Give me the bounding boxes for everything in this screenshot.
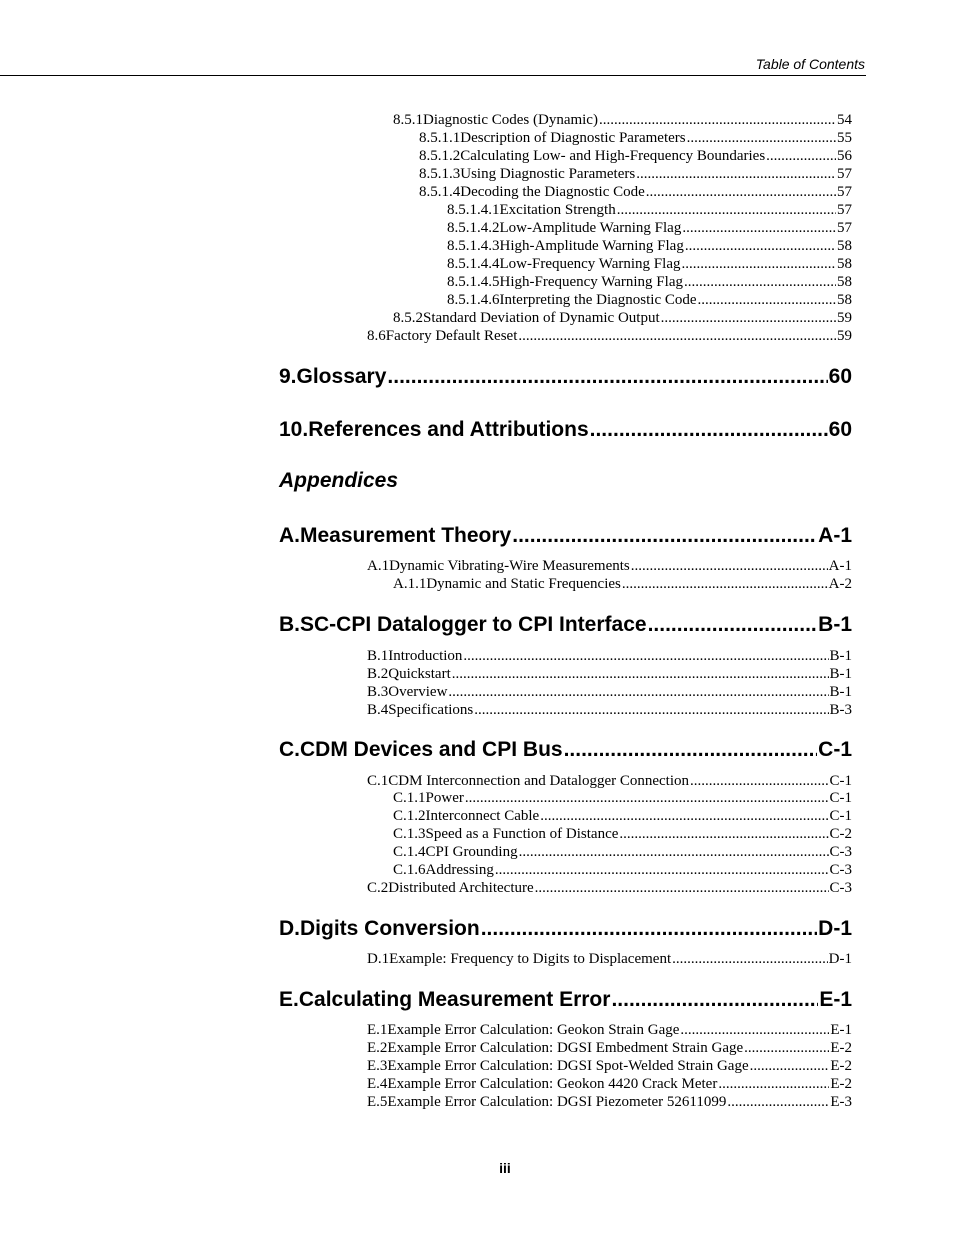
leader-dots	[512, 523, 817, 549]
toc-number: 8.6	[367, 328, 386, 344]
toc-page: 57	[837, 166, 852, 182]
toc-entry[interactable]	[447, 201, 852, 219]
toc-entry[interactable]	[367, 1057, 852, 1075]
toc-entry[interactable]	[393, 807, 852, 825]
leader-dots	[687, 129, 836, 147]
toc-number: 8.5.1.4.1	[447, 202, 500, 218]
toc-number: 8.5.1.2	[419, 148, 461, 164]
page-number: iii	[499, 1160, 511, 1176]
toc-title: SC-CPI Datalogger to CPI Interface	[300, 613, 647, 636]
toc-page: 57	[837, 202, 852, 218]
leader-dots	[387, 364, 827, 390]
toc-entry[interactable]	[367, 1093, 852, 1111]
toc-number: B.1	[367, 648, 389, 664]
toc-page: C-1	[818, 738, 852, 761]
toc-title: Factory Default Reset	[385, 328, 518, 344]
toc-title: Calculating Measurement Error	[298, 988, 611, 1011]
leader-dots	[619, 825, 828, 843]
toc-entry[interactable]	[393, 575, 852, 593]
toc-title: CDM Devices and CPI Bus	[300, 738, 563, 761]
toc-title: Power	[425, 790, 464, 806]
toc-number: 8.5.1.4.2	[447, 220, 500, 236]
toc-chapter[interactable]	[279, 364, 852, 390]
toc-number: C.1.4	[393, 844, 426, 860]
toc-entry[interactable]	[367, 327, 852, 345]
toc-title: Standard Deviation of Dynamic Output	[423, 310, 660, 326]
toc-entry[interactable]	[367, 1021, 852, 1039]
toc-entry[interactable]	[393, 861, 852, 879]
toc-number: A.	[279, 524, 300, 547]
toc-page: 59	[837, 310, 852, 326]
toc-entry[interactable]	[393, 825, 852, 843]
leader-dots	[631, 557, 828, 575]
toc-page: 55	[837, 130, 852, 146]
toc-number: B.3	[367, 684, 389, 700]
leader-dots	[661, 309, 836, 327]
toc-page: 54	[837, 112, 852, 128]
toc-entry[interactable]	[393, 111, 852, 129]
leader-dots	[718, 1075, 829, 1093]
toc-title: Low-Amplitude Warning Flag	[499, 220, 682, 236]
toc-page: C-3	[829, 880, 852, 896]
leader-dots	[540, 807, 828, 825]
toc-title: Glossary	[296, 365, 387, 388]
leader-dots	[452, 665, 829, 683]
toc-page: A-2	[828, 576, 852, 592]
toc-chapter[interactable]	[279, 612, 852, 638]
toc-entry[interactable]	[367, 772, 852, 790]
leader-dots	[611, 987, 818, 1013]
leader-dots	[682, 219, 836, 237]
toc-title: High-Amplitude Warning Flag	[499, 238, 684, 254]
toc-number: 8.5.1.4.3	[447, 238, 500, 254]
leader-dots	[685, 237, 836, 255]
toc-page: C-1	[829, 790, 852, 806]
toc-page: B-1	[818, 613, 852, 636]
toc-title: Dynamic and Static Frequencies	[426, 576, 621, 592]
toc-title: Diagnostic Codes (Dynamic)	[423, 112, 598, 128]
toc-title: CPI Grounding	[425, 844, 518, 860]
toc-number: 8.5.1.4	[419, 184, 461, 200]
toc-number: D.	[279, 917, 300, 940]
leader-dots	[590, 417, 828, 443]
toc-title: Calculating Low- and High-Frequency Boundaries	[460, 148, 766, 164]
toc-chapter[interactable]	[279, 523, 852, 549]
toc-number: E.1	[367, 1022, 388, 1038]
toc-chapter[interactable]	[279, 737, 852, 763]
toc-number: 8.5.1.1	[419, 130, 461, 146]
leader-dots	[535, 879, 829, 897]
toc-page: D-1	[828, 951, 852, 967]
toc-page: 58	[837, 292, 852, 308]
toc-page: 60	[828, 418, 852, 441]
toc-entry[interactable]	[367, 683, 852, 701]
toc-title: References and Attributions	[308, 418, 589, 441]
toc-number: B.4	[367, 702, 389, 718]
toc-entry[interactable]	[419, 165, 852, 183]
leader-dots	[465, 789, 829, 807]
toc-title: Example Error Calculation: Geokon 4420 Crack Meter	[387, 1076, 718, 1092]
leader-dots	[564, 737, 818, 763]
toc-title: Interpreting the Diagnostic Code	[499, 292, 697, 308]
toc-entry[interactable]	[419, 147, 852, 165]
toc-number: B.	[279, 613, 300, 636]
toc-number: A.1	[367, 558, 390, 574]
toc-page: B-1	[829, 666, 852, 682]
toc-page: A-1	[818, 524, 852, 547]
toc-chapter[interactable]	[279, 987, 852, 1013]
toc-title: Quickstart	[388, 666, 451, 682]
toc-page: E-3	[830, 1094, 852, 1110]
leader-dots	[599, 111, 836, 129]
toc-entry[interactable]	[367, 665, 852, 683]
toc-title: Overview	[388, 684, 448, 700]
toc-number: 8.5.1.3	[419, 166, 461, 182]
toc-number: C.	[279, 738, 300, 761]
toc-page: D-1	[818, 917, 852, 940]
toc-page: B-1	[829, 684, 852, 700]
leader-dots	[617, 201, 836, 219]
toc-page: B-3	[829, 702, 852, 718]
toc-number: E.	[279, 988, 299, 1011]
leader-dots	[744, 1039, 829, 1057]
toc-number: C.2	[367, 880, 389, 896]
toc-page: 59	[837, 328, 852, 344]
toc-page: 56	[837, 148, 852, 164]
leader-dots	[463, 647, 828, 665]
toc-title: Specifications	[388, 702, 474, 718]
leader-dots	[474, 701, 828, 719]
leader-dots	[684, 273, 836, 291]
toc-entry[interactable]	[367, 879, 852, 897]
toc-page: 58	[837, 256, 852, 272]
toc-title: Speed as a Function of Distance	[425, 826, 619, 842]
leader-dots	[636, 165, 836, 183]
toc-entry[interactable]	[367, 557, 852, 575]
toc-entry[interactable]	[393, 843, 852, 861]
toc-entry[interactable]	[419, 183, 852, 201]
leader-dots	[495, 861, 829, 879]
leader-dots	[672, 950, 828, 968]
toc-title: Low-Frequency Warning Flag	[499, 256, 681, 272]
toc-page: E-2	[830, 1040, 852, 1056]
leader-dots	[448, 683, 828, 701]
toc-title: Example Error Calculation: DGSI Embedment Strain Gage	[387, 1040, 744, 1056]
toc-page: E-2	[830, 1076, 852, 1092]
toc-entry[interactable]	[447, 291, 852, 309]
toc-title: High-Frequency Warning Flag	[499, 274, 683, 290]
toc-page: C-3	[829, 862, 852, 878]
leader-dots	[646, 183, 836, 201]
toc-page: E-1	[819, 988, 852, 1011]
toc-title: Dynamic Vibrating-Wire Measurements	[389, 558, 630, 574]
toc-number: B.2	[367, 666, 389, 682]
toc-number: 8.5.1.4.6	[447, 292, 500, 308]
leader-dots	[518, 327, 836, 345]
toc-title: CDM Interconnection and Datalogger Connection	[388, 773, 690, 789]
toc-number: 8.5.1	[393, 112, 423, 128]
leader-dots	[698, 291, 836, 309]
toc-chapter[interactable]	[279, 916, 852, 942]
leader-dots	[622, 575, 828, 593]
leader-dots	[481, 916, 817, 942]
leader-dots	[727, 1093, 829, 1111]
leader-dots	[681, 255, 836, 273]
toc-page: C-3	[829, 844, 852, 860]
toc-page: B-1	[829, 648, 852, 664]
leader-dots	[519, 843, 829, 861]
toc-title: Example: Frequency to Digits to Displacement	[389, 951, 672, 967]
toc-number: 8.5.1.4.5	[447, 274, 500, 290]
toc-entry[interactable]	[367, 647, 852, 665]
toc-chapter[interactable]	[279, 417, 852, 443]
toc-number: C.1.6	[393, 862, 426, 878]
toc-entry[interactable]	[367, 701, 852, 719]
toc-title: Using Diagnostic Parameters	[460, 166, 636, 182]
toc-title: Introduction	[388, 648, 463, 664]
leader-dots	[766, 147, 836, 165]
toc-title: Example Error Calculation: Geokon Strain Gage	[387, 1022, 680, 1038]
toc-page: C-2	[829, 826, 852, 842]
header-title: Table of Contents	[755, 56, 865, 72]
toc-number: C.1.3	[393, 826, 426, 842]
toc-page: C-1	[829, 773, 852, 789]
toc-entry[interactable]	[447, 273, 852, 291]
toc-entry[interactable]	[367, 1075, 852, 1093]
toc-entry[interactable]	[419, 129, 852, 147]
toc-entry[interactable]	[393, 309, 852, 327]
toc-entry[interactable]	[447, 237, 852, 255]
leader-dots	[680, 1021, 829, 1039]
toc-title: Decoding the Diagnostic Code	[460, 184, 645, 200]
toc-page: 57	[837, 220, 852, 236]
toc-title: Description of Diagnostic Parameters	[460, 130, 686, 146]
toc-title: Addressing	[425, 862, 494, 878]
toc-title: Digits Conversion	[300, 917, 480, 940]
leader-dots	[648, 612, 818, 638]
toc-page: 58	[837, 274, 852, 290]
toc-number: 9.	[279, 365, 297, 388]
toc-entry[interactable]	[393, 789, 852, 807]
toc-number: D.1	[367, 951, 390, 967]
toc-number: E.2	[367, 1040, 388, 1056]
toc-page: 57	[837, 184, 852, 200]
toc-number: E.3	[367, 1058, 388, 1074]
toc-page: 60	[828, 365, 852, 388]
toc-number: E.5	[367, 1094, 388, 1110]
toc-number: 10.	[279, 418, 309, 441]
toc-title: Excitation Strength	[499, 202, 616, 218]
toc-title: Example Error Calculation: DGSI Piezometer 52611099	[387, 1094, 727, 1110]
toc-number: 8.5.1.4.4	[447, 256, 500, 272]
toc-number: C.1.2	[393, 808, 426, 824]
toc-page: 58	[837, 238, 852, 254]
toc-page: E-1	[830, 1022, 852, 1038]
toc-number: A.1.1	[393, 576, 427, 592]
toc-title: Example Error Calculation: DGSI Spot-Welded Strain Gage	[387, 1058, 749, 1074]
toc-page: E-2	[830, 1058, 852, 1074]
leader-dots	[690, 772, 828, 790]
toc-number: E.4	[367, 1076, 388, 1092]
toc-title: Measurement Theory	[300, 524, 512, 547]
toc-entry[interactable]	[367, 950, 852, 968]
toc-number: C.1.1	[393, 790, 426, 806]
toc-number: C.1	[367, 773, 389, 789]
leader-dots	[750, 1057, 830, 1075]
toc-entry[interactable]	[367, 1039, 852, 1057]
toc-page: A-1	[828, 558, 852, 574]
toc-entry[interactable]	[447, 255, 852, 273]
toc-number: 8.5.2	[393, 310, 423, 326]
toc-title: Distributed Architecture	[388, 880, 534, 896]
toc-title: Interconnect Cable	[425, 808, 540, 824]
toc-page: C-1	[829, 808, 852, 824]
appendices-heading: Appendices	[279, 469, 399, 492]
toc-entry[interactable]	[447, 219, 852, 237]
